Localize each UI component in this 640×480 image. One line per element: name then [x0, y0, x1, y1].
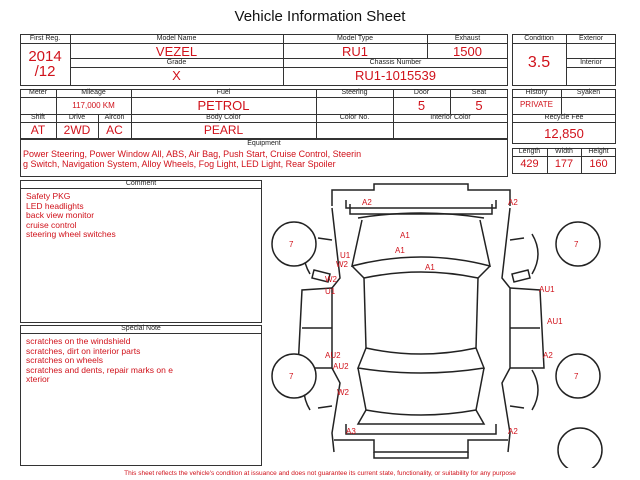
fuel-value: PETROL [197, 98, 250, 113]
fuel-label: Fuel [216, 89, 231, 96]
sheet-title: Vehicle Information Sheet [234, 8, 406, 25]
mileage-value: 117,000 KM [72, 101, 115, 110]
shift-value: AT [30, 123, 46, 137]
equipment-line-1: Power Steering, Power Window All, ABS, Air Bag, Push Start, Cruise Control, Steerin [23, 149, 362, 159]
syaken-label: Syaken [576, 89, 601, 96]
seat-label: Seat [471, 89, 487, 96]
model-name-label: Model Name [156, 35, 197, 42]
height-label: Height [588, 148, 609, 155]
exterior-label: Exterior [578, 35, 604, 42]
height-value: 160 [589, 158, 608, 170]
aircon-value: AC [106, 123, 123, 137]
car-damage-diagram [262, 178, 632, 468]
recycle-fee-value: 12,850 [544, 126, 584, 141]
mark-left-front-door-w: W2 [325, 275, 337, 284]
model-type-label: Model Type [336, 35, 374, 42]
comment-label: Comment [125, 180, 157, 187]
special-note-label: Special Note [121, 325, 161, 332]
interior-color-label: Interior Color [430, 114, 471, 121]
wheel-rear-left [272, 354, 316, 398]
door-value: 5 [417, 98, 426, 113]
history-value: PRIVATE [519, 100, 554, 109]
mark-front-right-bumper: A2 [508, 198, 518, 207]
mark-left-front-door-u: U1 [325, 287, 336, 296]
equipment-line-2: g Switch, Navigation System, Alloy Wheels, Fog Light, LED Light, Rear Spoiler [23, 159, 336, 169]
mark-wheel-rr: 7 [574, 372, 579, 381]
mark-right-rear-door: AU1 [547, 317, 563, 326]
mark-right-quarter: A2 [543, 351, 553, 360]
drive-label: Drive [68, 114, 86, 121]
exhaust-value: 1500 [453, 44, 482, 59]
comment-item: cruise control [26, 219, 77, 230]
comment-list [26, 192, 116, 240]
disclaimer-footer: This sheet reflects the vehicle's condition at issuance and does not guarantee its current state, functionality, or suitability for any purpose [124, 470, 516, 477]
first-reg-year: 2014 [28, 48, 62, 65]
body-color-value: PEARL [203, 123, 244, 137]
mark-rear-left-bumper: A3 [346, 427, 356, 436]
interior-label: Interior [580, 59, 602, 66]
first-reg-month: /12 [34, 63, 56, 80]
meter-label: Meter [29, 89, 47, 96]
first-reg-label: First Reg. [29, 35, 61, 42]
special-note-list [26, 337, 173, 385]
special-note-item: scratches on the windshield [26, 336, 131, 346]
shift-label: Shift [30, 114, 45, 121]
special-note-item: xterior [26, 374, 50, 384]
grade-value: X [172, 68, 181, 83]
steering-label: Steering [341, 89, 368, 96]
seat-value: 5 [475, 98, 483, 113]
mark-hood-1: A1 [400, 231, 410, 240]
width-value: 177 [554, 158, 574, 170]
exhaust-label: Exhaust [454, 35, 481, 42]
wheel-front-left [272, 222, 316, 266]
length-value: 429 [520, 158, 539, 170]
body-color-label: Body Color [206, 114, 241, 121]
comment-item: steering wheel switches [26, 229, 116, 239]
comment-item: Safety PKG [26, 191, 71, 201]
mark-left-fender-u: U1 [340, 251, 351, 260]
comment-item: LED headlights [26, 200, 84, 211]
grade-label: Grade [166, 59, 187, 66]
door-label: Door [413, 89, 430, 96]
recycle-fee-label: Recycle Fee [544, 114, 584, 121]
special-note-item: scratches, dirt on interior parts [26, 345, 141, 356]
length-label: Length [518, 148, 541, 155]
special-note-item: scratches on wheels [26, 355, 104, 365]
mark-rear-right-bumper: A2 [508, 427, 518, 436]
width-label: Width [555, 148, 573, 155]
mark-front-left-bumper: A2 [362, 198, 372, 207]
mark-wheel-rl: 7 [289, 372, 294, 381]
model-name-value: VEZEL [155, 44, 198, 59]
mark-wheel-fl: 7 [289, 240, 294, 249]
aircon-label: Aircon [104, 114, 125, 121]
mileage-label: Mileage [81, 89, 106, 96]
mark-left-quarter-w: W2 [337, 388, 349, 397]
mark-wheel-fr: 7 [574, 240, 579, 249]
mark-left-quarter-au: AU2 [333, 362, 349, 371]
drive-value: 2WD [63, 123, 91, 137]
special-note-item: scratches and dents, repair marks on e [26, 364, 173, 375]
condition-value: 3.5 [527, 54, 551, 71]
chassis-number-value: RU1-1015539 [355, 68, 436, 83]
spare-wheel [558, 428, 602, 468]
comment-item: back view monitor [26, 210, 95, 220]
history-label: History [525, 89, 548, 96]
mark-left-fender-w: W2 [336, 260, 348, 269]
mark-right-front-door: AU1 [539, 285, 555, 294]
mark-left-rear-door: AU2 [325, 351, 341, 360]
equipment-label: Equipment [247, 140, 281, 147]
condition-label: Condition [524, 35, 554, 42]
model-type-value: RU1 [341, 44, 368, 59]
mark-roof: A1 [425, 263, 435, 272]
chassis-number-label: Chassis Number [369, 59, 422, 66]
mark-hood-2: A1 [395, 246, 405, 255]
color-no-label: Color No. [339, 114, 370, 121]
